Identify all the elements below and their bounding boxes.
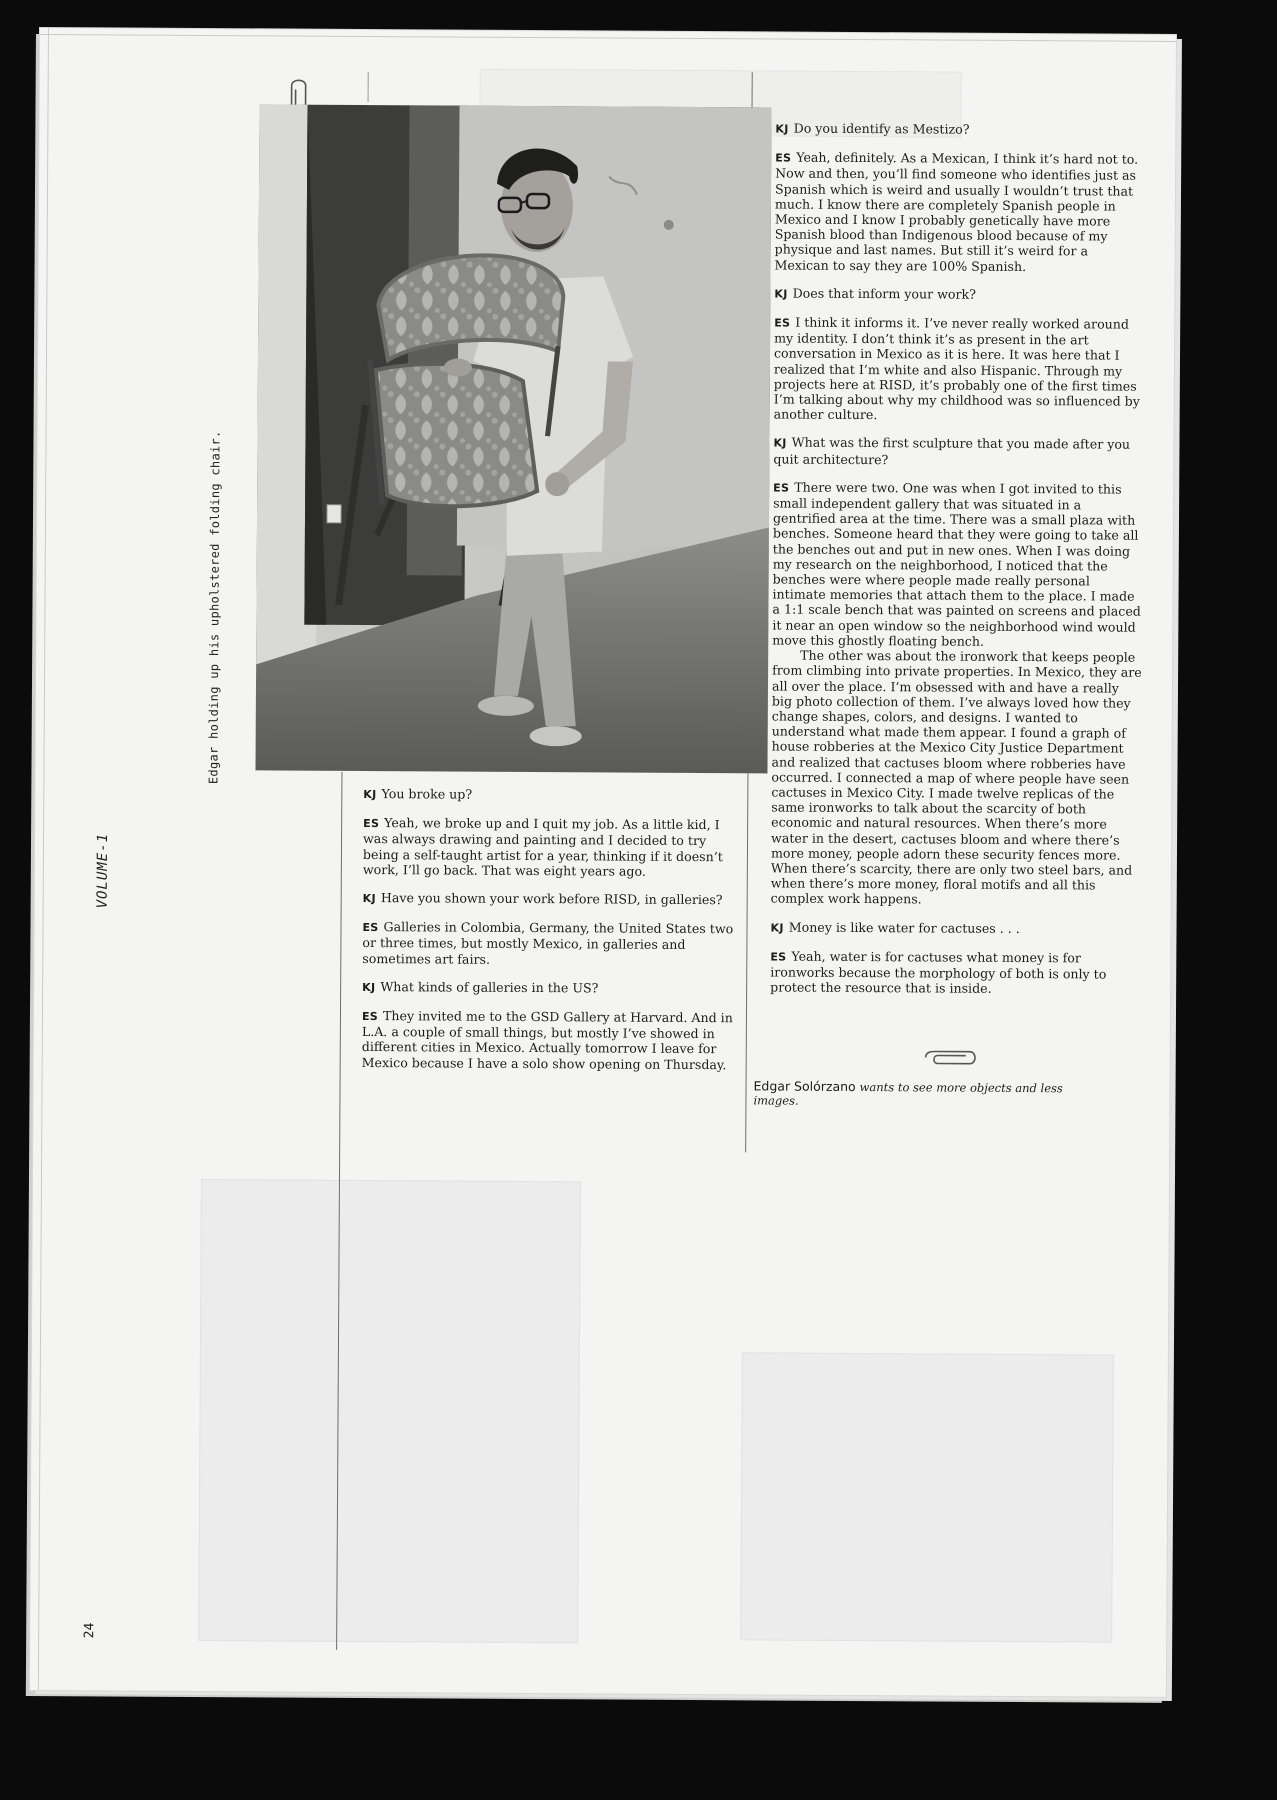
interview-exchange: [770, 948, 1140, 997]
show-through-block-left: [198, 1179, 581, 1643]
interview-text: Yeah, definitely. As a Mexican, I think it’s hard not to. Now and then, you’ll find someone who identifies just as Spanish which is weird and usually I wouldn’t trust that much. I know there are completely Spanish people in Mexico and I know I probably genetically have more Spanish blood than Indigenous blood because of my physique and last names. But still it’s weird for a Mexican to say they are 100% Spanish.: [774, 149, 1139, 274]
interview-exchange: [363, 890, 735, 908]
photo-caption: Edgar holding up his upholstered folding chair.: [206, 430, 223, 785]
interview-exchange: [775, 150, 1146, 275]
magazine-page: [30, 28, 1176, 1697]
speaker-tag: ES: [775, 151, 792, 165]
interview-exchange: [363, 815, 735, 879]
interview-text: They invited me to the GSD Gallery at Harvard. And in L.A. a couple of small things, but mostly I’ve showed in different cities in Mexico. Actually tomorrow I leave for Mexico because I have a solo show opening on Thursday.: [361, 1008, 733, 1072]
interview-text: You broke up?: [381, 786, 473, 802]
speaker-tag: KJ: [774, 287, 788, 301]
author-bio: [753, 1078, 1093, 1109]
paper-edge-line: [38, 28, 49, 1690]
interview-text: What kinds of galleries in the US?: [380, 978, 599, 996]
interview-text: Money is like water for cactuses . . .: [788, 919, 1020, 936]
speaker-tag: KJ: [363, 787, 377, 802]
bio-text: wants to see more objects and less images.: [753, 1080, 1063, 1108]
interview-left-column: [362, 786, 736, 1085]
page-number: 24: [82, 1622, 98, 1639]
paper-edge-line: [40, 34, 1176, 42]
speaker-tag: KJ: [362, 892, 376, 906]
speaker-tag: KJ: [773, 436, 787, 451]
interview-exchange: [363, 786, 735, 804]
interview-exchange: [362, 1008, 734, 1072]
interview-text: Does that inform your work?: [792, 285, 976, 302]
interview-text: There were two. One was when I got invited to this small independent gallery that was situated in a gentrified area at the time. There was a small plaza with benches. Someone heard that they were going to take all the benches out and put in new ones. When I was doing my research on the neighborhood, I noticed that the benches were where people made really personal intimate memories that attach them to the place. I made a 1:1 scale bench that was painted on screens and placed it near an open window so the neighborhood wind would move this ghostly floating bench.: [772, 479, 1141, 649]
interview-text: Yeah, we broke up and I quit my job. As a little kid, I was always drawing and painting and I decided to try being a self-taught artist for a year, thinking if it doesn’t work, I’ll go back. That was eight years ago.: [362, 815, 723, 879]
interview-exchange: [770, 919, 1140, 937]
interview-exchange: [362, 919, 734, 968]
interview-text: The other was about the ironwork that keeps people from climbing into private properties. In Mexico, they are all over the place. I’m obsessed with and have a really big photo collection of them. I’ve always loved how they change shapes, colors, and designs. I wanted to understand what made them appear. I found a graph of house robberies at the Mexico City Justice Department and realized that cactuses bloom where robberies have occurred. I connected a map of where people have seen cactuses in Mexico City. I made twelve replicas of the same ironworks to talk about the scarcity of both economic and natural resources. When there’s more water in the desert, cactuses bloom and where there’s more money, people adorn these security fences more. When there’s scarcity, there are only two steel bars, and when there’s more money, floral motifs and all this complex work happens.: [770, 647, 1142, 907]
speaker-tag: ES: [362, 921, 379, 935]
volume-label: VOLUME-1: [94, 832, 112, 909]
interview-exchange: [774, 315, 1145, 425]
interview-right-column: [770, 120, 1145, 1010]
interview-text: Galleries in Colombia, Germany, the United States two or three times, but mostly Mexico, in galleries and sometimes art fairs.: [362, 919, 734, 967]
interview-exchange: [775, 120, 1145, 138]
column-rule-left: [368, 72, 369, 102]
photo-image: [255, 104, 771, 773]
interview-exchange: [771, 479, 1144, 908]
interview-exchange: [774, 285, 1144, 303]
speaker-tag: ES: [363, 817, 380, 831]
paperclip-icon: [924, 1049, 978, 1065]
interview-exchange: [773, 435, 1143, 469]
speaker-tag: ES: [361, 1010, 379, 1024]
photo-edgar-with-chair: [255, 104, 771, 773]
interview-text: Do you identify as Mestizo?: [793, 120, 970, 137]
bio-name: Edgar Solórzano: [753, 1078, 856, 1095]
speaker-tag: KJ: [770, 921, 784, 935]
speaker-tag: KJ: [775, 122, 789, 136]
speaker-tag: KJ: [362, 980, 376, 994]
interview-text: I think it informs it. I’ve never really worked around my identity. I don’t think it’s as present in the art conversation in Mexico as it is here. It was here that I realized that I’m white and also Hispanic. Through my projects here at RISD, it’s probably one of the first times I’m talking about why my childhood was so influenced by another culture.: [773, 314, 1140, 423]
interview-text: Have you shown your work before RISD, in galleries?: [380, 890, 723, 908]
speaker-tag: ES: [773, 481, 790, 495]
speaker-tag: ES: [774, 316, 791, 330]
show-through-block-right: [740, 1352, 1114, 1642]
interview-text: What was the first sculpture that you made after you quit architecture?: [773, 435, 1131, 467]
interview-exchange: [362, 979, 734, 997]
interview-text: Yeah, water is for cactuses what money is for ironworks because the morphology of both is only to protect the resource that is inside.: [770, 948, 1107, 996]
speaker-tag: ES: [770, 950, 787, 964]
